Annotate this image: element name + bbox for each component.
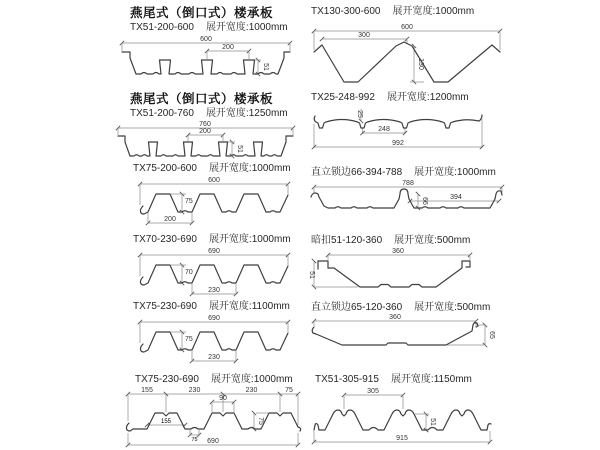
profile-path (318, 261, 470, 287)
profile-drawing-r5 (306, 315, 501, 361)
profile-drawing-r2 (306, 102, 501, 154)
dim-overall: 690 (208, 315, 220, 322)
dim-pitch: 200 (222, 44, 234, 51)
section-l3 (130, 163, 295, 233)
width-label: 展开宽度:1100mm (208, 301, 290, 312)
profile-path (126, 413, 300, 431)
width-label: 展开宽度:1000mm (210, 374, 293, 385)
width-label: 展开宽度:1000mm (205, 22, 288, 33)
dim-height: 75 (185, 198, 193, 205)
dim-seg2: 230 (188, 387, 201, 394)
section-r6 (306, 374, 503, 450)
section-l4 (130, 234, 295, 302)
profile-path (314, 410, 491, 430)
model-label: TX51-200-600 (130, 22, 194, 33)
width-label: 展开宽度:500mm (394, 235, 471, 246)
profile-path (312, 323, 478, 345)
dim-pitch: 248 (378, 126, 390, 133)
dim-overall: 788 (402, 180, 414, 187)
section-r3 (306, 167, 508, 231)
profile-drawing-r1 (306, 22, 506, 88)
section-r1 (306, 6, 508, 90)
width-label: 展开宽度:500mm (414, 302, 491, 313)
profile-path (314, 115, 482, 128)
width-label: 展开宽度:1000mm (208, 234, 291, 245)
profile-path (314, 42, 500, 82)
dim-valley: 75 (191, 437, 198, 443)
section-r2 (306, 92, 503, 162)
model-label: 暗扣51-120-360 (311, 235, 383, 246)
dim-overall: 360 (389, 314, 401, 321)
width-label: 展开宽度:1000mm (392, 6, 475, 17)
dim-height: 25 (356, 110, 363, 118)
section-subtitle (315, 374, 472, 386)
model-label: TX51-200-760 (130, 108, 194, 119)
profile-drawing-l5 (130, 314, 295, 370)
section-l2 (108, 92, 303, 170)
profile-drawing-r6 (306, 386, 501, 448)
profile-drawing-l4 (130, 247, 295, 303)
dim-seg4: 75 (285, 387, 293, 394)
dim-height: 51 (262, 63, 269, 71)
dim-height: 51 (429, 418, 436, 426)
dim-overall: 690 (207, 438, 219, 445)
model-label: TX25-248-992 (311, 92, 375, 103)
dimension-lines (314, 187, 502, 208)
dim-pitch: 230 (208, 287, 220, 294)
profile-drawing-l3 (130, 176, 295, 232)
section-subtitle (130, 108, 288, 120)
model-label: TX75-200-600 (133, 163, 197, 174)
profile-drawing-r4 (306, 247, 481, 297)
dim-height: 130 (417, 58, 424, 70)
profile-drawing-r3 (306, 180, 506, 228)
width-label: 展开宽度:1200mm (386, 92, 469, 103)
dim-crest-base: 155 (160, 419, 172, 425)
section-subtitle (130, 22, 288, 34)
dim-height: 66 (421, 197, 428, 205)
dim-crest-top: 90 (219, 395, 227, 402)
profile-path (140, 265, 288, 285)
section-r4 (306, 235, 483, 299)
section-l1 (112, 6, 304, 86)
dim-height: 75 (257, 417, 264, 425)
dim-pitch: 300 (358, 32, 370, 39)
dim-overall: 915 (396, 435, 408, 442)
section-subtitle (133, 234, 291, 246)
section-r5 (306, 302, 503, 362)
width-label: 展开宽度:1250mm (205, 108, 288, 119)
dim-height: 65 (488, 331, 495, 339)
dim-overall: 690 (208, 248, 220, 255)
model-label: TX75-230-690 (135, 374, 199, 385)
section-subtitle (311, 302, 490, 314)
model-label: TX70-230-690 (133, 234, 197, 245)
dim-height: 51 (308, 271, 315, 279)
section-heading: 燕尾式（倒口式）楼承板 (130, 92, 274, 106)
dim-height: 51 (236, 145, 243, 153)
profile-path (311, 189, 502, 208)
dim-pitch: 230 (208, 354, 220, 361)
profile-path (118, 136, 293, 156)
section-subtitle (311, 6, 474, 18)
dim-overall: 992 (392, 140, 404, 147)
model-label: 直立锁边66-394-788 (311, 167, 403, 178)
dimension-lines (314, 321, 486, 345)
section-subtitle (133, 301, 290, 313)
width-label: 展开宽度:1000mm (414, 167, 496, 178)
dim-height: 75 (185, 336, 193, 343)
profile-drawing-l2 (108, 120, 303, 164)
dim-overall: 360 (392, 248, 404, 255)
profile-drawing-l1 (112, 34, 304, 82)
section-subtitle (311, 235, 470, 247)
model-label: 直立锁边65-120-360 (311, 302, 403, 313)
dim-seg3: 230 (245, 387, 258, 394)
dim-pitch: 200 (199, 128, 211, 135)
dim-pitch: 305 (367, 388, 379, 395)
model-label: TX51-305-915 (315, 374, 379, 385)
section-subtitle (135, 374, 293, 386)
dim-overall: 760 (199, 121, 211, 128)
section-l6 (118, 374, 303, 450)
section-subtitle (311, 167, 496, 179)
dim-seg1: 155 (141, 387, 153, 394)
profile-drawing-l6 (118, 387, 303, 449)
width-label: 展开宽度:1000mm (208, 163, 291, 174)
dim-pitch: 394 (450, 194, 462, 201)
dimension-lines (140, 184, 288, 224)
dim-overall: 600 (200, 36, 212, 43)
section-heading: 燕尾式（倒口式）楼承板 (130, 6, 274, 20)
width-label: 展开宽度:1150mm (390, 374, 472, 385)
section-l5 (130, 301, 295, 371)
model-label: TX130-300-600 (311, 6, 381, 17)
dim-overall: 600 (401, 24, 413, 31)
section-subtitle (133, 163, 291, 175)
dimension-lines (314, 31, 500, 82)
profile-path (140, 332, 288, 352)
profile-path (140, 194, 288, 214)
dim-overall: 600 (208, 177, 220, 184)
model-label: TX75-230-690 (133, 301, 197, 312)
dim-pitch: 200 (164, 216, 176, 223)
dim-height: 70 (185, 269, 193, 276)
